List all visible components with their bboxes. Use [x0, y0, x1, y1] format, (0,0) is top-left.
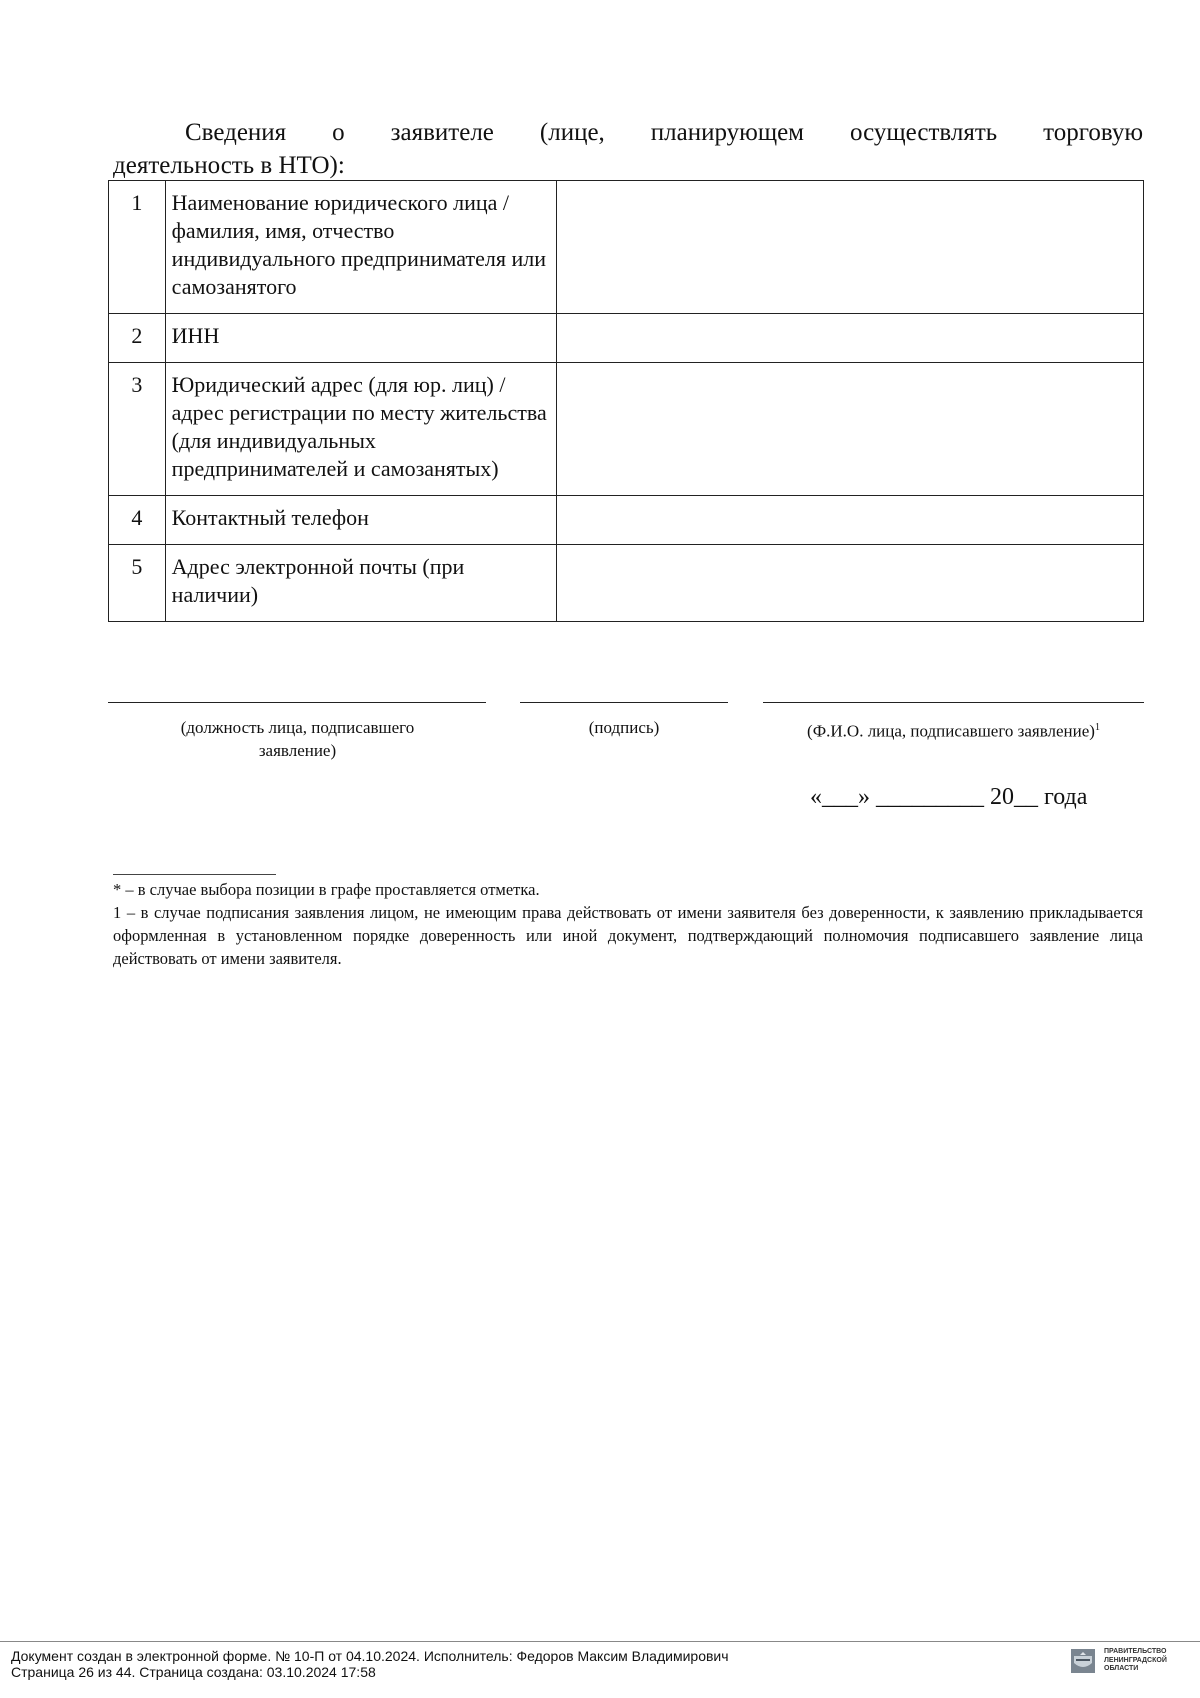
row-number: 4 — [109, 496, 166, 545]
intro-line-2: деятельность в НТО): — [113, 152, 345, 179]
row-label: Контактный телефон — [165, 496, 556, 545]
org-name: ПРАВИТЕЛЬСТВО ЛЕНИНГРАДСКОЙ ОБЛАСТИ — [1104, 1648, 1167, 1672]
row-number: 1 — [109, 181, 166, 314]
footnote-mark: 1 — [1094, 722, 1100, 733]
table-row — [109, 363, 1144, 496]
row-label: ИНН — [165, 314, 556, 363]
footer-line-2: Страница 26 из 44. Страница создана: 03.10.2024 17:58 — [11, 1664, 376, 1680]
intro-line-1: Сведения о заявителе (лице, планирующем осуществлять торговую — [185, 119, 1143, 146]
date-line: «___» _________ 20__ года — [810, 784, 1088, 810]
position-signature-line[interactable] — [108, 702, 486, 703]
position-caption: (должность лица, подписавшего заявление) — [180, 718, 415, 760]
footnote-divider — [113, 874, 276, 875]
row-number: 2 — [109, 314, 166, 363]
table-row — [109, 314, 1144, 363]
coat-of-arms-icon — [1070, 1648, 1096, 1674]
row-value-field[interactable] — [556, 545, 1143, 622]
row-value-field[interactable] — [556, 496, 1143, 545]
footer-info — [11, 1648, 729, 1680]
row-number: 3 — [109, 363, 166, 496]
table-row — [109, 545, 1144, 622]
row-number: 5 — [109, 545, 166, 622]
row-value-field[interactable] — [556, 314, 1143, 363]
footnote-star: * – в случае выбора позиции в графе проставляется отметка. — [113, 880, 540, 899]
name-signature-line[interactable] — [763, 702, 1144, 703]
table-row — [109, 181, 1144, 314]
government-logo — [1070, 1648, 1184, 1674]
footnote-one: 1 – в случае подписания заявления лицом, не имеющим права действовать от имени заявителя без доверенности, к заявлению прикладывается оформленная в установленном порядке доверенность или иной документ, подтверждающий полномочия подписавшего заявление лица действовать от имени заявителя. — [113, 903, 1143, 968]
name-caption: (Ф.И.О. лица, подписавшего заявление)$^1$ — [807, 721, 1100, 741]
intro-paragraph — [113, 116, 1143, 182]
row-label: Юридический адрес (для юр. лиц) / адрес регистрации по месту жительства (для индивидуальных предпринимателей и самозанятых) — [165, 363, 556, 496]
footer-line-1: Документ создан в электронной форме. № 10-П от 04.10.2024. Исполнитель: Федоров Максим Владимирович — [11, 1648, 729, 1664]
footer-divider — [0, 1641, 1200, 1642]
row-value-field[interactable] — [556, 181, 1143, 314]
signature-caption: (подпись) — [588, 718, 660, 737]
row-label: Адрес электронной почты (при наличии) — [165, 545, 556, 622]
row-value-field[interactable] — [556, 363, 1143, 496]
table-row — [109, 496, 1144, 545]
row-label: Наименование юридического лица / фамилия, имя, отчество индивидуального предпринимателя или самозанятого — [165, 181, 556, 314]
signature-line[interactable] — [520, 702, 728, 703]
footnotes — [113, 878, 1143, 970]
applicant-info-table — [108, 180, 1144, 622]
